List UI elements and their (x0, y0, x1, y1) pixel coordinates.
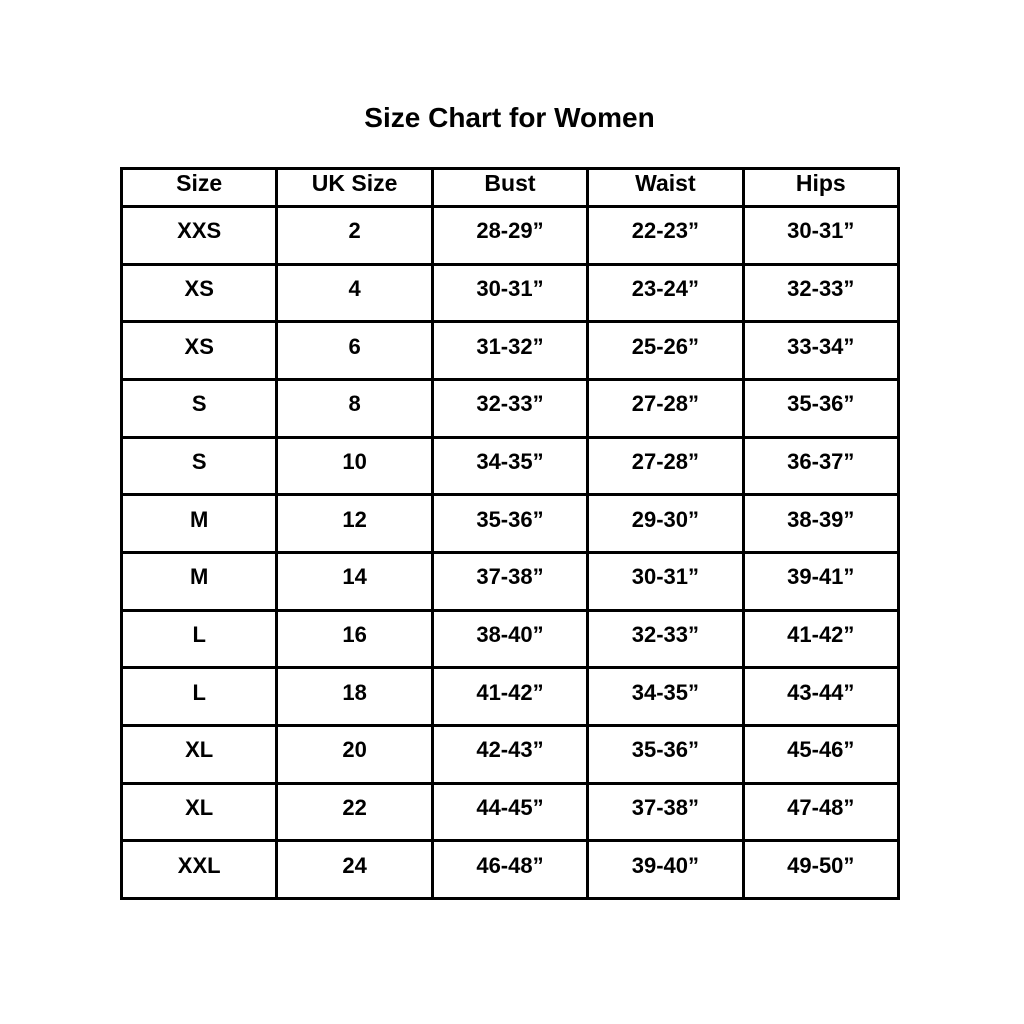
table-cell: 29-30” (588, 495, 743, 553)
table-cell: 12 (277, 495, 432, 553)
table-cell: 44-45” (432, 783, 587, 841)
column-header: Bust (432, 169, 587, 207)
table-cell: 27-28” (588, 437, 743, 495)
table-cell: 37-38” (588, 783, 743, 841)
table-row (122, 725, 899, 783)
table-cell: 24 (277, 841, 432, 899)
table-row (122, 207, 899, 265)
table-row (122, 552, 899, 610)
table-cell: 8 (277, 379, 432, 437)
table-cell: 10 (277, 437, 432, 495)
column-header: Size (122, 169, 277, 207)
table-cell: 36-37” (743, 437, 898, 495)
table-cell: XL (122, 725, 277, 783)
table-cell: 47-48” (743, 783, 898, 841)
table-cell: 22 (277, 783, 432, 841)
table-cell: 41-42” (743, 610, 898, 668)
table-cell: 35-36” (743, 379, 898, 437)
column-header: Hips (743, 169, 898, 207)
table-cell: S (122, 379, 277, 437)
table-cell: 35-36” (432, 495, 587, 553)
table-cell: M (122, 552, 277, 610)
table-cell: XXS (122, 207, 277, 265)
table-cell: 38-40” (432, 610, 587, 668)
table-row (122, 495, 899, 553)
table-row (122, 668, 899, 726)
table-cell: 49-50” (743, 841, 898, 899)
table-cell: 31-32” (432, 322, 587, 380)
table-cell: 6 (277, 322, 432, 380)
table-cell: L (122, 668, 277, 726)
table-cell: 28-29” (432, 207, 587, 265)
table-cell: S (122, 437, 277, 495)
table-cell: M (122, 495, 277, 553)
table-cell: 18 (277, 668, 432, 726)
header-row (122, 169, 899, 207)
table-row (122, 379, 899, 437)
table-row (122, 783, 899, 841)
page-title: Size Chart for Women (364, 102, 655, 133)
table-cell: L (122, 610, 277, 668)
table-cell: 35-36” (588, 725, 743, 783)
table-cell: 33-34” (743, 322, 898, 380)
table-cell: 16 (277, 610, 432, 668)
table-cell: 43-44” (743, 668, 898, 726)
table-row (122, 610, 899, 668)
table-cell: 39-41” (743, 552, 898, 610)
size-chart-table (120, 167, 900, 900)
table-cell: 23-24” (588, 264, 743, 322)
table-cell: 32-33” (432, 379, 587, 437)
table-cell: XS (122, 264, 277, 322)
table-cell: XL (122, 783, 277, 841)
table-cell: XXL (122, 841, 277, 899)
table-row (122, 437, 899, 495)
table-cell: 42-43” (432, 725, 587, 783)
table-cell: 22-23” (588, 207, 743, 265)
table-cell: 41-42” (432, 668, 587, 726)
table-cell: 39-40” (588, 841, 743, 899)
table-cell: 32-33” (588, 610, 743, 668)
table-cell: 46-48” (432, 841, 587, 899)
table-cell: 34-35” (432, 437, 587, 495)
table-cell: 14 (277, 552, 432, 610)
table-cell: 37-38” (432, 552, 587, 610)
table-row (122, 841, 899, 899)
table-cell: XS (122, 322, 277, 380)
table-cell: 30-31” (743, 207, 898, 265)
column-header: Waist (588, 169, 743, 207)
table-cell: 27-28” (588, 379, 743, 437)
table-header (122, 169, 899, 207)
table-cell: 30-31” (432, 264, 587, 322)
table-cell: 34-35” (588, 668, 743, 726)
table-body (122, 207, 899, 899)
table-row (122, 264, 899, 322)
table-cell: 4 (277, 264, 432, 322)
table-row (122, 322, 899, 380)
table-cell: 20 (277, 725, 432, 783)
table-cell: 38-39” (743, 495, 898, 553)
table-cell: 32-33” (743, 264, 898, 322)
table-cell: 30-31” (588, 552, 743, 610)
table-cell: 2 (277, 207, 432, 265)
column-header: UK Size (277, 169, 432, 207)
table-cell: 45-46” (743, 725, 898, 783)
table-cell: 25-26” (588, 322, 743, 380)
